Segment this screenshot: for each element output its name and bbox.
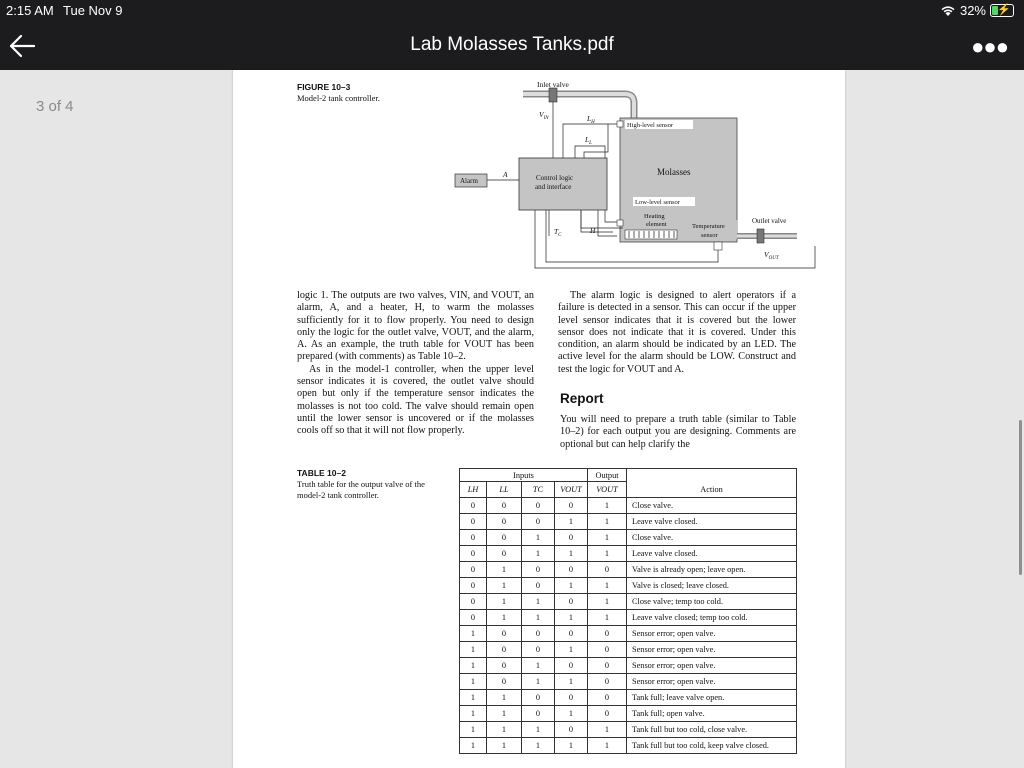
- value-cell: 1: [555, 546, 588, 562]
- value-cell: 0: [588, 674, 627, 690]
- value-cell: 1: [522, 610, 555, 626]
- value-cell: 1: [588, 594, 627, 610]
- action-cell: Tank full but too cold, close valve.: [627, 722, 797, 738]
- ll-label: $L_L$: [585, 135, 592, 146]
- value-cell: 1: [522, 594, 555, 610]
- value-cell: 1: [460, 674, 487, 690]
- report-paragraph: [560, 414, 796, 451]
- body-paragraph: As in the model-1 controller, when the upper level sensor indicates it is covered, the outlet valve should open but only if the temperature sensor indicates the molasses is not too cold. The valve should remain open until the lower sensor is uncovered or if the molasses cools off so that it will not flow properly.: [297, 363, 534, 437]
- inputs-group-header: Inputs: [460, 469, 588, 482]
- value-cell: 1: [588, 738, 627, 754]
- value-cell: 1: [588, 722, 627, 738]
- value-cell: 0: [522, 578, 555, 594]
- action-cell: Close valve; temp too cold.: [627, 594, 797, 610]
- value-cell: 1: [588, 498, 627, 514]
- value-cell: 0: [522, 514, 555, 530]
- table-row: [460, 626, 797, 642]
- col-header-vout-in: VOUT: [555, 482, 588, 498]
- value-cell: 0: [487, 514, 522, 530]
- body-paragraph: The alarm logic is designed to alert operators if a failure is detected in a sensor. This can occur if the upper level sensor indicates that it is covered but the lower sensor does not indicate that it is covered. Under this condition, an alarm should be indicated by an LED. The active level for the alarm should be LOW. Construct and test the logic for VOUT and A.: [558, 290, 796, 375]
- truth-table-body: [460, 498, 797, 754]
- value-cell: 0: [555, 562, 588, 578]
- value-cell: 0: [487, 674, 522, 690]
- heating-label-1: Heating: [644, 213, 665, 220]
- value-cell: 1: [460, 738, 487, 754]
- value-cell: 0: [555, 530, 588, 546]
- action-cell: Close valve.: [627, 498, 797, 514]
- action-cell: Tank full but too cold, keep valve closed.: [627, 738, 797, 754]
- value-cell: 1: [460, 626, 487, 642]
- table-row: [460, 738, 797, 754]
- col-header-lh: LH: [460, 482, 487, 498]
- table-row: [460, 578, 797, 594]
- heating-label-2: element: [646, 221, 667, 228]
- value-cell: 0: [588, 626, 627, 642]
- table-row: [460, 514, 797, 530]
- status-time: 2:15 AM: [6, 3, 54, 18]
- value-cell: 1: [555, 642, 588, 658]
- table-row: [460, 690, 797, 706]
- action-cell: Sensor error; open valve.: [627, 642, 797, 658]
- value-cell: 1: [555, 674, 588, 690]
- scroll-indicator[interactable]: [1019, 420, 1022, 575]
- value-cell: 0: [460, 546, 487, 562]
- low-level-sensor: [617, 220, 623, 226]
- action-cell: Close valve.: [627, 530, 797, 546]
- action-cell: Valve is already open; leave open.: [627, 562, 797, 578]
- vin-label: $V_{IN}$: [539, 110, 549, 121]
- value-cell: 1: [460, 706, 487, 722]
- charging-bolt-icon: ⚡: [997, 4, 1011, 16]
- table-title: TABLE 10–2: [297, 468, 346, 478]
- pdf-page[interactable]: [233, 70, 845, 768]
- tank-controller-diagram: [233, 70, 845, 280]
- report-heading: Report: [560, 391, 604, 406]
- value-cell: 0: [460, 578, 487, 594]
- tc-label: $T_C$: [554, 227, 562, 238]
- value-cell: 1: [487, 722, 522, 738]
- value-cell: 0: [460, 498, 487, 514]
- table-row: [460, 706, 797, 722]
- battery-icon: [990, 4, 1014, 17]
- value-cell: 0: [555, 722, 588, 738]
- action-cell: Leave valve closed.: [627, 546, 797, 562]
- low-sensor-label: Low-level sensor: [635, 199, 680, 206]
- table-row: [460, 722, 797, 738]
- table-row: [460, 546, 797, 562]
- action-cell: Sensor error; open valve.: [627, 658, 797, 674]
- value-cell: 1: [522, 658, 555, 674]
- value-cell: 1: [588, 578, 627, 594]
- col-header-tc: TC: [522, 482, 555, 498]
- high-sensor-label: High-level sensor: [627, 122, 674, 129]
- value-cell: 0: [588, 642, 627, 658]
- col-header-ll: LL: [487, 482, 522, 498]
- table-caption: Truth table for the output valve of the model-2 tank controller.: [297, 479, 425, 500]
- temperature-sensor: [714, 242, 722, 250]
- control-label-2: and interface: [535, 183, 572, 191]
- value-cell: 0: [487, 626, 522, 642]
- alarm-label: Alarm: [460, 177, 478, 185]
- value-cell: 1: [555, 578, 588, 594]
- value-cell: 0: [522, 626, 555, 642]
- action-cell: Tank full; leave valve open.: [627, 690, 797, 706]
- status-date: Tue Nov 9: [63, 3, 123, 18]
- value-cell: 0: [460, 610, 487, 626]
- table-row: [460, 498, 797, 514]
- value-cell: 1: [588, 514, 627, 530]
- inlet-valve-label: Inlet valve: [537, 80, 569, 89]
- body-paragraph: logic 1. The outputs are two valves, VIN, and VOUT, an alarm, A, and a heater, H, to warm the molasses sufficiently for it to flow properly. You need to design only the logic for the outlet valve, VOUT, and the alarm, A. As an example, the truth table for VOUT has been prepared (with comments) as Table 10–2.: [297, 290, 534, 363]
- col-header-action: Action: [627, 482, 797, 498]
- value-cell: 1: [522, 530, 555, 546]
- temp-label-1: Temperature: [692, 223, 725, 230]
- value-cell: 0: [522, 498, 555, 514]
- inlet-valve: [549, 88, 557, 102]
- table-row: [460, 658, 797, 674]
- value-cell: 1: [588, 530, 627, 546]
- value-cell: 0: [588, 690, 627, 706]
- value-cell: 1: [460, 658, 487, 674]
- value-cell: 0: [555, 658, 588, 674]
- more-options-icon[interactable]: ●●●: [971, 34, 1008, 59]
- action-cell: Leave valve closed.: [627, 514, 797, 530]
- action-cell: Sensor error; open valve.: [627, 674, 797, 690]
- value-cell: 0: [460, 594, 487, 610]
- col-header-vout-out: VOUT: [588, 482, 627, 498]
- value-cell: 0: [487, 530, 522, 546]
- value-cell: 1: [522, 546, 555, 562]
- table-row: [460, 562, 797, 578]
- value-cell: 1: [555, 514, 588, 530]
- value-cell: 1: [522, 722, 555, 738]
- body-column-left: [297, 290, 534, 438]
- value-cell: 0: [522, 690, 555, 706]
- figure-title: FIGURE 10–3: [297, 82, 351, 92]
- high-level-sensor: [617, 121, 623, 127]
- value-cell: 0: [555, 690, 588, 706]
- vout-label: $V_{OUT}$: [764, 250, 779, 261]
- value-cell: 0: [588, 562, 627, 578]
- value-cell: 1: [555, 706, 588, 722]
- value-cell: 1: [487, 594, 522, 610]
- molasses-label: Molasses: [657, 167, 691, 177]
- body-column-right: [558, 290, 796, 376]
- table-row: [460, 642, 797, 658]
- action-cell: Leave valve closed; temp too cold.: [627, 610, 797, 626]
- value-cell: 0: [487, 546, 522, 562]
- value-cell: 0: [487, 498, 522, 514]
- value-cell: 1: [460, 722, 487, 738]
- value-cell: 0: [555, 594, 588, 610]
- wifi-icon: [940, 5, 956, 17]
- value-cell: 0: [522, 642, 555, 658]
- a-label: A: [503, 170, 508, 179]
- value-cell: 0: [522, 706, 555, 722]
- truth-table: [459, 468, 797, 754]
- control-label-1: Control logic: [536, 174, 574, 182]
- value-cell: 1: [460, 690, 487, 706]
- value-cell: 0: [487, 658, 522, 674]
- table-row: [460, 674, 797, 690]
- action-cell: Tank full; open valve.: [627, 706, 797, 722]
- value-cell: 1: [487, 578, 522, 594]
- action-cell: Sensor error; open valve.: [627, 626, 797, 642]
- outlet-valve-label: Outlet valve: [752, 217, 787, 225]
- value-cell: 1: [555, 610, 588, 626]
- value-cell: 0: [487, 642, 522, 658]
- nav-bar: [0, 22, 1024, 70]
- value-cell: 1: [487, 738, 522, 754]
- status-bar: [0, 0, 1024, 22]
- status-right: [940, 3, 1014, 18]
- value-cell: 1: [588, 546, 627, 562]
- lh-label: $L_H$: [587, 114, 595, 125]
- action-cell: Valve is closed; leave closed.: [627, 578, 797, 594]
- value-cell: 0: [460, 514, 487, 530]
- value-cell: 0: [588, 658, 627, 674]
- temp-label-2: sensor: [701, 232, 718, 239]
- output-group-header: Output: [588, 469, 627, 482]
- value-cell: 0: [588, 706, 627, 722]
- value-cell: 1: [555, 738, 588, 754]
- value-cell: 1: [522, 738, 555, 754]
- value-cell: 0: [460, 562, 487, 578]
- battery-percent: 32%: [959, 3, 986, 18]
- table-row: [460, 594, 797, 610]
- value-cell: 0: [555, 498, 588, 514]
- value-cell: 1: [487, 706, 522, 722]
- value-cell: 0: [522, 562, 555, 578]
- value-cell: 1: [487, 610, 522, 626]
- table-row: [460, 530, 797, 546]
- action-group-spacer: [627, 469, 797, 482]
- h-label: H: [590, 226, 596, 235]
- value-cell: 0: [555, 626, 588, 642]
- value-cell: 1: [487, 690, 522, 706]
- value-cell: 1: [460, 642, 487, 658]
- document-title: Lab Molasses Tanks.pdf: [410, 34, 614, 55]
- value-cell: 1: [588, 610, 627, 626]
- body-paragraph: You will need to prepare a truth table (similar to Table 10–2) for each output you are designing. Comments are optional but can help clarify the: [560, 414, 796, 450]
- outlet-valve: [757, 229, 764, 243]
- value-cell: 1: [487, 562, 522, 578]
- table-row: [460, 610, 797, 626]
- figure-caption: Model-2 tank controller.: [297, 93, 380, 103]
- page-counter: 3 of 4: [36, 98, 74, 115]
- value-cell: 0: [460, 530, 487, 546]
- value-cell: 1: [522, 674, 555, 690]
